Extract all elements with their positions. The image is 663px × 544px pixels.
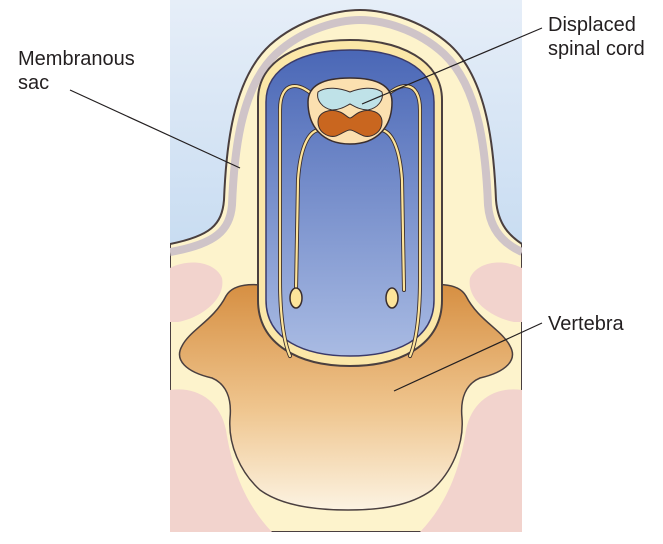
label-membranous-sac-line2: sac bbox=[18, 72, 50, 94]
label-displaced-spinal-cord bbox=[548, 13, 645, 61]
dorsal-root-ganglion-left bbox=[290, 288, 302, 308]
spinal-cord bbox=[308, 78, 392, 144]
dorsal-root-ganglion-right bbox=[386, 288, 398, 308]
label-vertebra-text: Vertebra bbox=[548, 313, 624, 335]
label-vertebra bbox=[548, 312, 624, 336]
label-displaced-spinal-cord-line2: spinal cord bbox=[548, 38, 645, 60]
label-displaced-spinal-cord-line1: Displaced bbox=[548, 14, 636, 36]
label-membranous-sac-line1: Membranous bbox=[18, 48, 135, 70]
label-membranous-sac bbox=[18, 47, 135, 95]
